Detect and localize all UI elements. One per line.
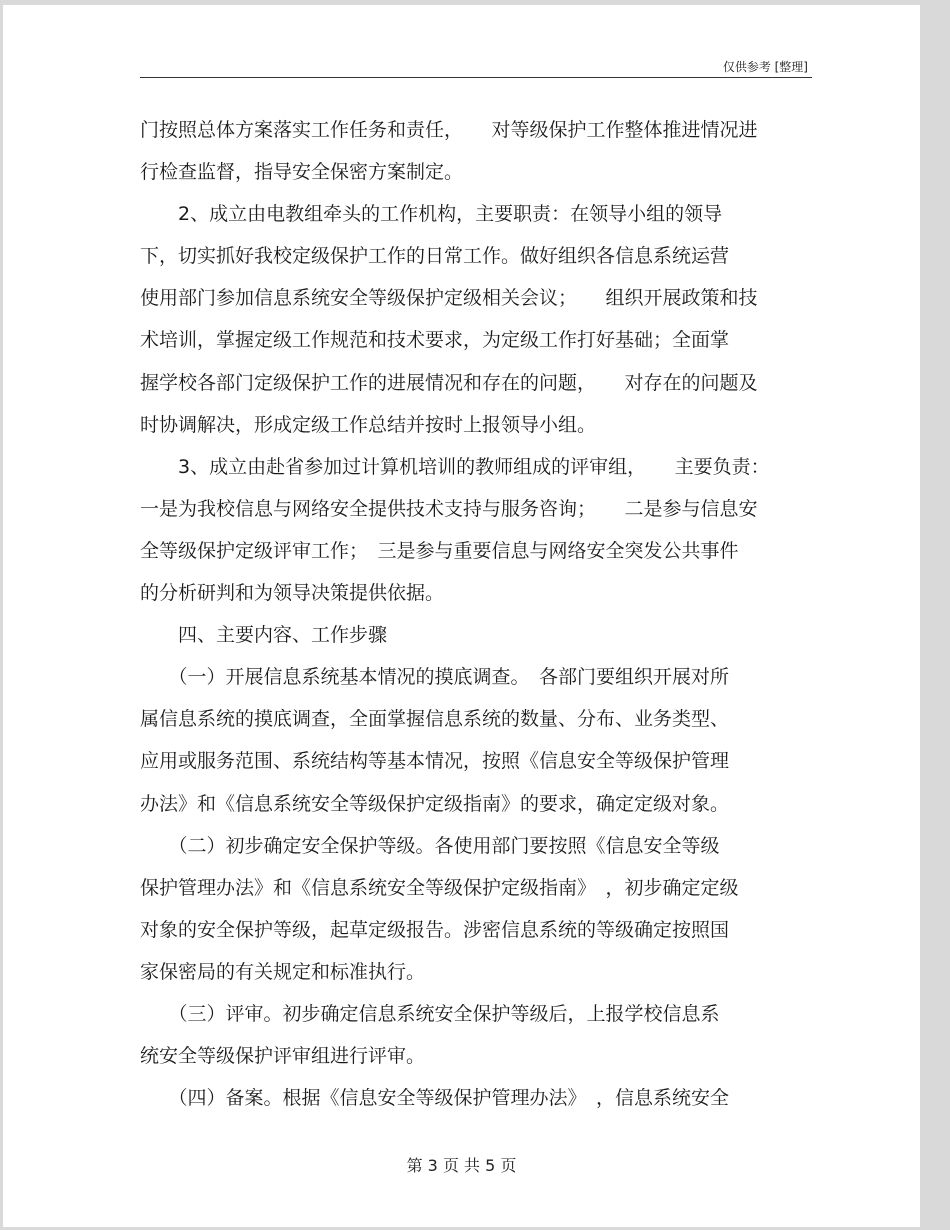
document-page xyxy=(3,5,920,1227)
text-line: 的分析研判和为领导决策提供依据。 xyxy=(140,582,445,605)
text-line: 门按照总体方案落实工作任务和责任， 对等级保护工作整体推进情况进 xyxy=(140,119,758,141)
text-line: 家保密局的有关规定和标准执行。 xyxy=(140,960,426,983)
text-line: 3、成立由赴省参加过计算机培训的教师组成的评审组， 主要负责： xyxy=(140,455,770,478)
text-line: 握学校各部门定级保护工作的进展情况和存在的问题， 对存在的问题及 xyxy=(140,371,758,394)
text-line: （二）初步确定安全保护等级。各使用部门要按照《信息安全等级 xyxy=(140,834,720,857)
body-text xyxy=(140,109,812,1119)
page-number-footer: 第 3 页 共 5 页 xyxy=(406,1156,517,1175)
text-line: （四）备案。根据《信息安全等级保护管理办法》 ，信息系统安全 xyxy=(140,1087,730,1110)
text-line: 四、主要内容、工作步骤 xyxy=(140,624,388,647)
text-line: 统安全等级保护评审组进行评审。 xyxy=(140,1045,426,1068)
text-line: （一）开展信息系统基本情况的摸底调查。 各部门要组织开展对所 xyxy=(140,666,730,689)
header-divider xyxy=(140,77,812,78)
text-line: 属信息系统的摸底调查，全面掌握信息系统的数量、分布、业务类型、 xyxy=(140,708,730,731)
text-line: 使用部门参加信息系统安全等级保护定级相关会议； 组织开展政策和技 xyxy=(140,287,758,310)
text-line: （三）评审。初步确定信息系统安全保护等级后，上报学校信息系 xyxy=(140,1002,720,1025)
text-line: 全等级保护定级评审工作； 三是参与重要信息与网络安全突发公共事件 xyxy=(140,539,739,562)
text-line: 保护管理办法》和《信息系统安全等级保护定级指南》 ，初步确定定级 xyxy=(140,876,739,899)
text-line: 2、成立由电教组牵头的工作机构，主要职责：在领导小组的领导 xyxy=(140,203,723,226)
text-line: 办法》和《信息系统安全等级保护定级指南》的要求，确定定级对象。 xyxy=(140,792,730,815)
text-line: 时协调解决，形成定级工作总结并按时上报领导小组。 xyxy=(140,413,597,436)
header-label: 仅供参考 [整理] xyxy=(722,60,808,74)
text-line: 下，切实抓好我校定级保护工作的日常工作。做好组织各信息系统运营 xyxy=(140,245,730,268)
text-line: 应用或服务范围、系统结构等基本情况，按照《信息安全等级保护管理 xyxy=(140,750,730,773)
text-line: 行检查监督，指导安全保密方案制定。 xyxy=(140,161,464,184)
text-line: 术培训，掌握定级工作规范和技术要求，为定级工作打好基础；全面掌 xyxy=(140,329,730,352)
text-line: 一是为我校信息与网络安全提供技术支持与服务咨询； 二是参与信息安 xyxy=(140,497,758,520)
text-line: 对象的安全保护等级，起草定级报告。涉密信息系统的等级确定按照国 xyxy=(140,918,730,941)
